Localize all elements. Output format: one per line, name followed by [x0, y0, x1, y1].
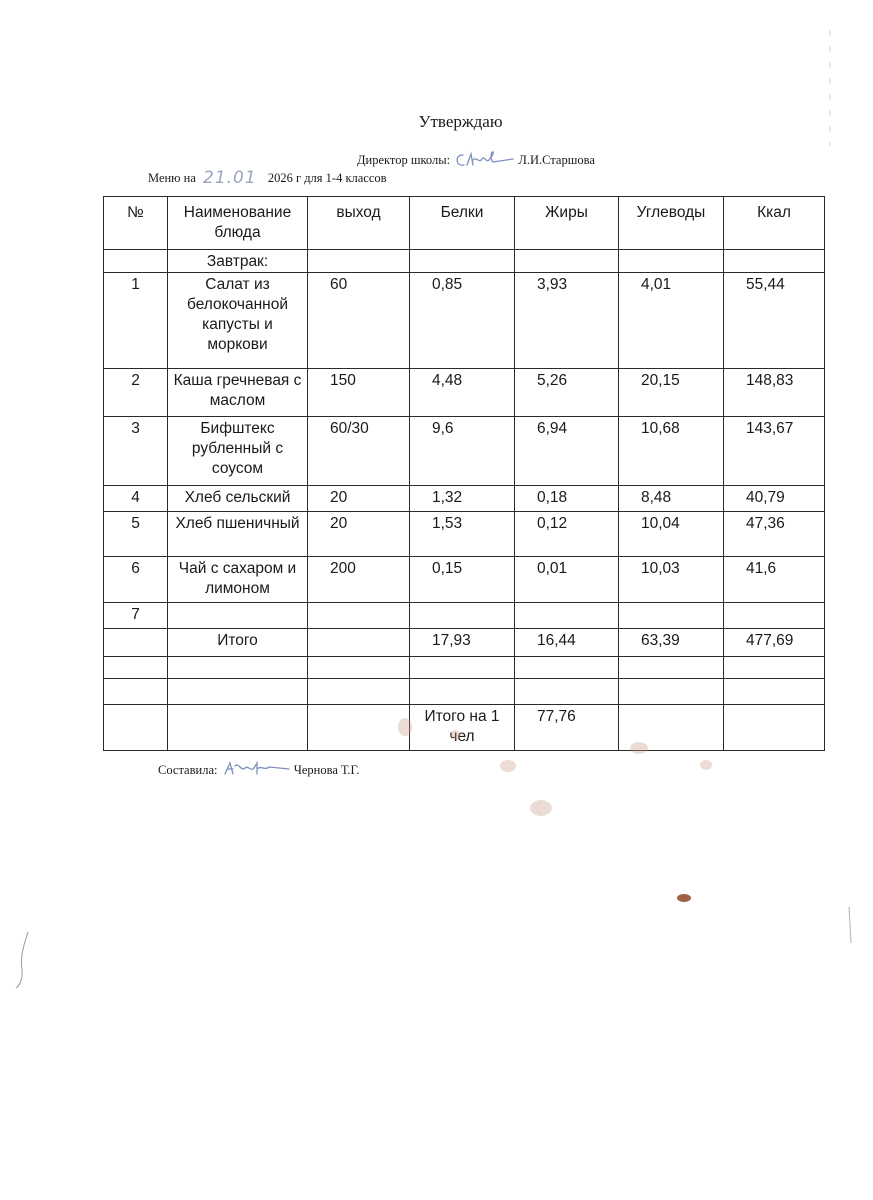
menu-date-line	[148, 168, 387, 188]
director-label: Директор школы:	[357, 153, 451, 167]
table-row	[104, 486, 825, 512]
section-row	[104, 250, 825, 273]
dish-yield: 60	[308, 273, 410, 369]
dish-yield	[308, 603, 410, 629]
per-person-label: Итого на 1 чел	[410, 705, 515, 751]
dish-kcal: 55,44	[724, 273, 825, 369]
dish-name: Хлеб сельский	[168, 486, 308, 512]
menu-prefix: Меню на	[148, 171, 196, 185]
total-fat: 16,44	[515, 629, 619, 657]
stain-mark	[530, 800, 552, 816]
total-protein: 17,93	[410, 629, 515, 657]
row-number: 4	[104, 486, 168, 512]
dish-protein: 1,53	[410, 512, 515, 557]
composed-name: Чернова Т.Г.	[293, 763, 360, 777]
dish-kcal: 40,79	[724, 486, 825, 512]
row-number: 7	[104, 603, 168, 629]
dish-yield: 150	[308, 369, 410, 417]
dish-yield: 60/30	[308, 417, 410, 486]
dish-kcal: 148,83	[724, 369, 825, 417]
dish-name: Каша гречневая с маслом	[168, 369, 308, 417]
col-header: Наименование блюда	[168, 197, 308, 250]
section-label: Завтрак:	[168, 250, 308, 273]
dish-fat: 3,93	[515, 273, 619, 369]
total-row	[104, 629, 825, 657]
total-kcal: 477,69	[724, 629, 825, 657]
menu-date-handwritten: 21.01	[203, 168, 257, 188]
dish-yield: 20	[308, 512, 410, 557]
stain-mark	[398, 718, 412, 736]
table-row	[104, 512, 825, 557]
scan-edge-mark	[820, 28, 840, 148]
director-signature-icon	[453, 150, 515, 170]
table-row	[104, 369, 825, 417]
empty-row	[104, 679, 825, 705]
table-row	[104, 417, 825, 486]
table-header-row	[104, 197, 825, 250]
menu-suffix: 2026 г для 1-4 классов	[267, 171, 387, 185]
dish-kcal: 143,67	[724, 417, 825, 486]
col-header: Углеводы	[619, 197, 724, 250]
dish-name	[168, 603, 308, 629]
row-number: 1	[104, 273, 168, 369]
dish-carbs: 10,03	[619, 557, 724, 603]
dish-name: Чай с сахаром и лимоном	[168, 557, 308, 603]
stain-mark	[450, 730, 460, 740]
col-header: №	[104, 197, 168, 250]
dish-carbs	[619, 603, 724, 629]
total-carbs: 63,39	[619, 629, 724, 657]
stain-mark	[500, 760, 516, 772]
stain-mark	[630, 742, 648, 754]
dish-yield: 20	[308, 486, 410, 512]
table-row	[104, 557, 825, 603]
dish-kcal	[724, 603, 825, 629]
dish-kcal: 47,36	[724, 512, 825, 557]
director-line	[357, 150, 595, 170]
col-header: Ккал	[724, 197, 825, 250]
composed-label: Составила:	[158, 763, 218, 777]
dish-fat: 0,12	[515, 512, 619, 557]
empty-row	[104, 657, 825, 679]
dish-name: Бифштекс рубленный с соусом	[168, 417, 308, 486]
dish-kcal: 41,6	[724, 557, 825, 603]
dish-fat: 0,18	[515, 486, 619, 512]
col-header: Жиры	[515, 197, 619, 250]
dish-protein: 1,32	[410, 486, 515, 512]
scan-edge-mark	[845, 905, 857, 945]
dish-fat	[515, 603, 619, 629]
dish-carbs: 4,01	[619, 273, 724, 369]
per-person-row	[104, 705, 825, 751]
dish-yield: 200	[308, 557, 410, 603]
dish-fat: 5,26	[515, 369, 619, 417]
dish-protein: 0,85	[410, 273, 515, 369]
row-number: 6	[104, 557, 168, 603]
per-person-value: 77,76	[515, 705, 619, 751]
dish-carbs: 8,48	[619, 486, 724, 512]
row-number: 5	[104, 512, 168, 557]
dish-fat: 6,94	[515, 417, 619, 486]
dish-carbs: 20,15	[619, 369, 724, 417]
row-number: 3	[104, 417, 168, 486]
row-number: 2	[104, 369, 168, 417]
director-name: Л.И.Старшова	[518, 153, 595, 167]
col-header: Белки	[410, 197, 515, 250]
composed-line	[158, 760, 359, 780]
dish-name: Хлеб пшеничный	[168, 512, 308, 557]
dish-name: Салат из белокочанной капусты и моркови	[168, 273, 308, 369]
dish-fat: 0,01	[515, 557, 619, 603]
stain-mark	[700, 760, 712, 770]
stain-mark	[677, 894, 691, 902]
approve-heading: Утверждаю	[418, 112, 503, 131]
table-row	[104, 273, 825, 369]
dish-protein: 0,15	[410, 557, 515, 603]
total-label: Итого	[168, 629, 308, 657]
table-row	[104, 603, 825, 629]
col-header: выход	[308, 197, 410, 250]
dish-carbs: 10,04	[619, 512, 724, 557]
dish-protein: 9,6	[410, 417, 515, 486]
dish-protein: 4,48	[410, 369, 515, 417]
composer-signature-icon	[221, 760, 291, 780]
scan-edge-mark	[14, 930, 34, 990]
dish-protein	[410, 603, 515, 629]
dish-carbs: 10,68	[619, 417, 724, 486]
menu-table	[103, 196, 825, 751]
